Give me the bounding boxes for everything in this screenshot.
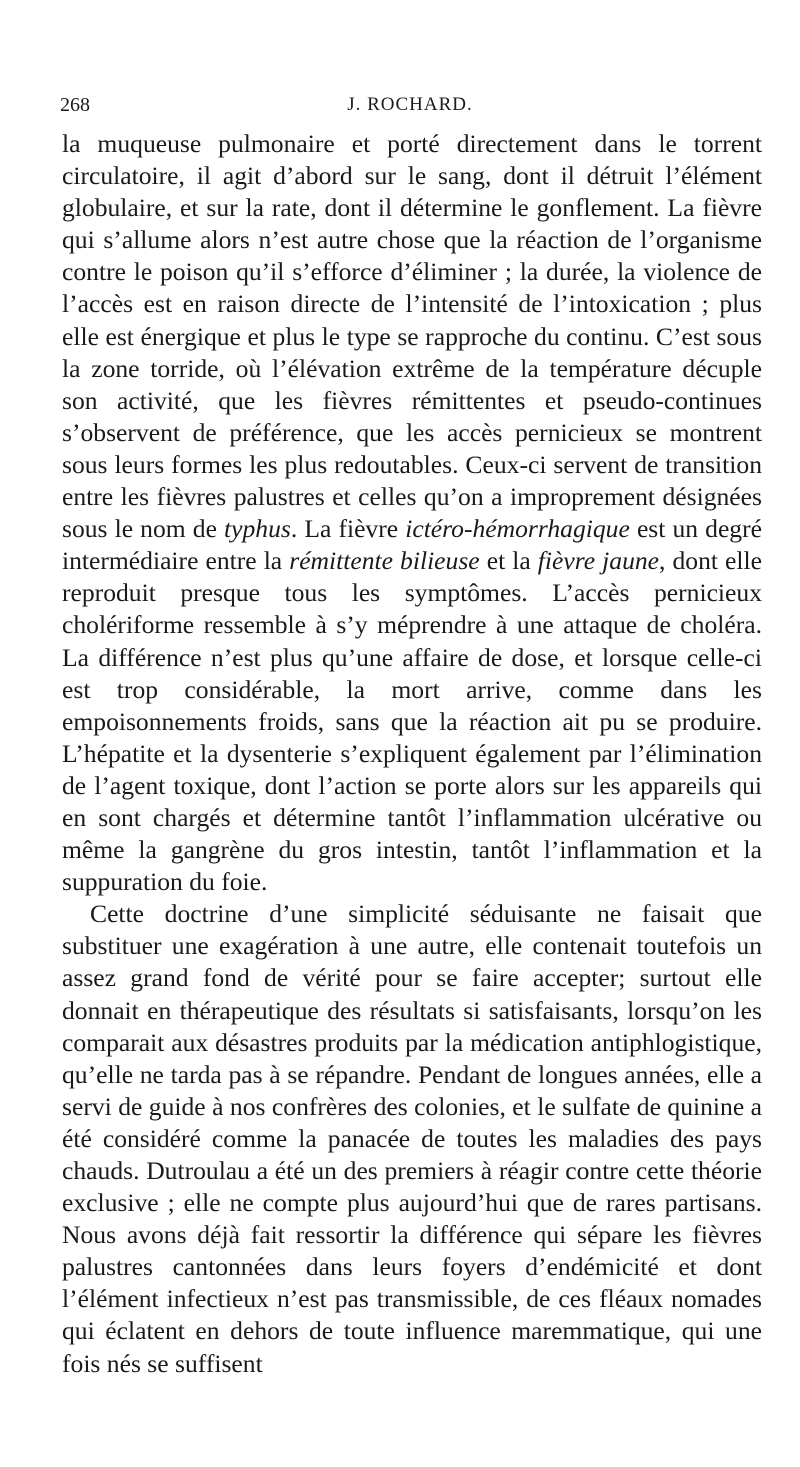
running-head: J. ROCHARD.: [347, 94, 473, 115]
text-run: la muqueuse pulmonaire et porté directement dans le torrent circulatoire, il agit d’abord sur le sang, dont il détruit l’élément globulaire, et sur la rate, dont il détermine le gonflement. La fièvre qui s’allume alors n’est autre chose que la réaction de l’organisme contre le poison qu’il s’efforce d’éliminer ; la durée, la violence de l’accès est en raison directe de l’intensité de l’intoxication ; plus elle est énergique et plus le type se rapproche du continu. C’est sous la zone torride, où l’élévation extrême de la température décuple son activité, que les fièvres rémittentes et pseudo-continues s’observent de préférence, que les accès pernicieux se montrent sous leurs formes les plus redoutables. Ceux-ci servent de transition entre les fièvres palustres et celles qu’on a improprement désignées sous le nom de: [62, 129, 762, 544]
page-number: 268: [60, 94, 90, 116]
italic-term: typhus: [224, 514, 291, 544]
italic-term: ictéro-hémorrhagique: [405, 514, 630, 544]
italic-term: rémittente bilieuse: [289, 546, 480, 576]
text-run: , dont elle reproduit presque tous les symptômes. L’accès pernicieux cholériforme ressemble à s’y méprendre à une attaque de choléra. La différence n’est plus qu’une affaire de dose, et lorsque celle-ci est trop considérable, la mort arrive, comme dans les empoisonnements froids, sans que la réaction ait pu se produire. L’hépatite et la dysenterie s’expliquent également par l’élimination de l’agent toxique, dont l’action se porte alors sur les appareils qui en sont chargés et détermine tantôt l’inflammation ulcérative ou même la gangrène du gros intestin, tantôt l’inflammation et la suppuration du foie.: [62, 546, 762, 897]
paragraph: [62, 898, 762, 1379]
paragraph: [62, 128, 762, 898]
italic-term: fièvre jaune: [537, 546, 660, 576]
text-run: est un degré intermédiaire entre la: [62, 514, 762, 576]
body-text: [62, 128, 762, 1380]
text-run: et la: [479, 546, 538, 576]
text-run: Cette doctrine d’une simplicité séduisante ne faisait que substituer une exagération à une autre, elle contenait toutefois un assez grand fond de vérité pour se faire accepter; surtout elle donnait en thérapeutique des résultats si satisfaisants, lorsqu’on les comparait aux désastres produits par la médication antiphlogistique, qu’elle ne tarda pas à se répandre. Pendant de longues années, elle a servi de guide à nos confrères des colonies, et le sulfate de quinine a été considéré comme la panacée de toutes les maladies des pays chauds. Dutroulau a été un des premiers à réagir contre cette théorie exclusive ; elle ne compte plus aujourd’hui que de rares partisans. Nous avons déjà fait ressortir la différence qui sépare les fièvres palustres cantonnées dans leurs foyers d’endémicité et dont l’élément infectieux n’est pas transmissible, de ces fléaux nomades qui éclatent en dehors de toute influence maremmatique, qui une fois nés se suffisent: [62, 899, 762, 1378]
text-run: . La fièvre: [290, 514, 406, 544]
page-header: [60, 94, 760, 120]
